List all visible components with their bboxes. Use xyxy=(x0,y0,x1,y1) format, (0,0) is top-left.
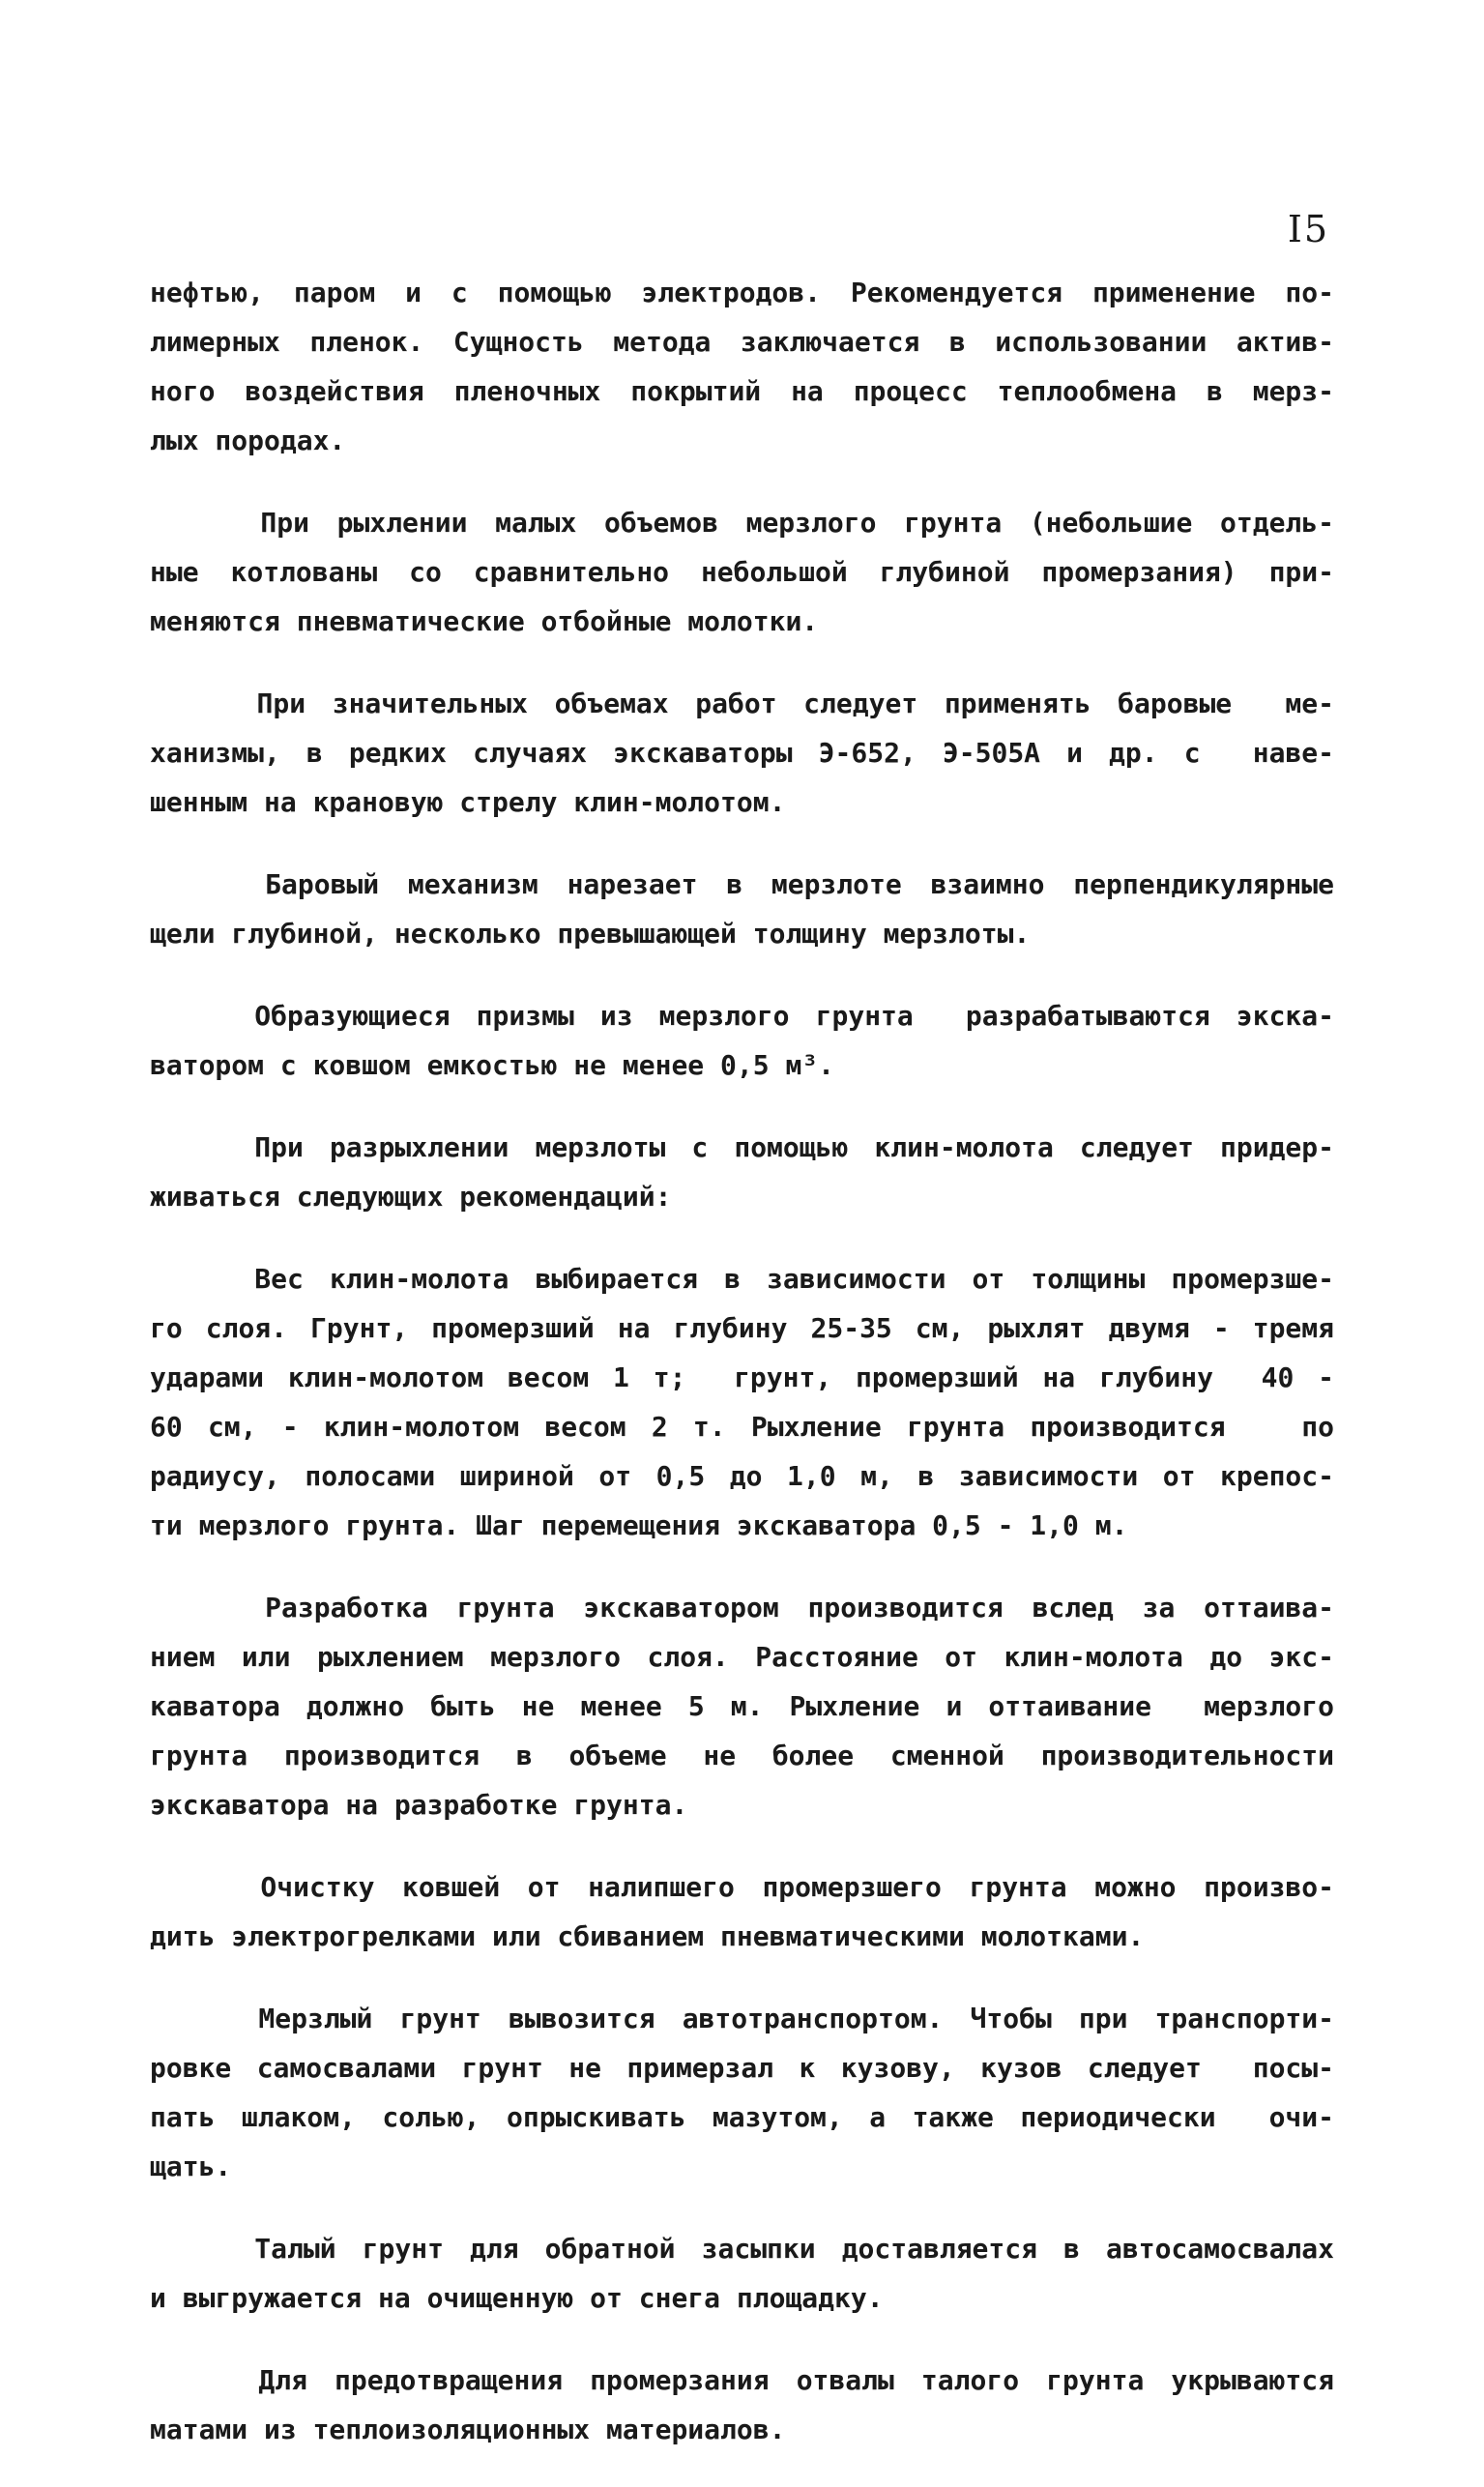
text-line: радиусу, полосами шириной от 0,5 до 1,0 м, в зависимости от крепос- xyxy=(150,1460,1334,1492)
paragraph xyxy=(150,1862,1334,1961)
text-line: Разработка грунта экскаватором производится вслед за оттаива- xyxy=(150,1592,1334,1624)
text-line: ровке самосвалами грунт не примерзал к кузову, кузов следует посы- xyxy=(150,2052,1334,2084)
paragraph xyxy=(150,1994,1334,2191)
text-line: Образующиеся призмы из мерзлого грунта разрабатываются экска- xyxy=(150,1000,1334,1032)
text-line: Очистку ковшей от налипшего промерзшего грунта можно произво- xyxy=(150,1871,1334,1903)
text-line: При рыхлении малых объемов мерзлого грунта (небольшие отдель- xyxy=(150,507,1334,539)
text-line: лимерных пленок. Сущность метода заключается в использовании актив- xyxy=(150,326,1334,358)
text-line: ханизмы, в редких случаях экскаваторы Э-652, Э-505А и др. с наве- xyxy=(150,737,1334,769)
text-line: щать. xyxy=(150,2151,232,2182)
paragraph xyxy=(150,1583,1334,1829)
text-line: грунта производится в объеме не более сменной производительности xyxy=(150,1740,1334,1771)
text-line: ного воздействия пленочных покрытий на процесс теплообмена в мерз- xyxy=(150,375,1334,407)
text-line: ти мерзлого грунта. Шаг перемещения экскаватора 0,5 - 1,0 м. xyxy=(150,1509,1128,1541)
text-line: каватора должно быть не менее 5 м. Рыхление и оттаивание мерзлого xyxy=(150,1690,1334,1722)
paragraph xyxy=(150,268,1334,465)
text-line: Талый грунт для обратной засыпки доставляется в автосамосвалах xyxy=(150,2233,1334,2265)
paragraph xyxy=(150,1123,1334,1221)
paragraph xyxy=(150,498,1334,646)
paragraph xyxy=(150,2224,1334,2323)
paragraph xyxy=(150,679,1334,827)
paragraph xyxy=(150,991,1334,1090)
text-line: го слоя. Грунт, промерзший на глубину 25-35 см, рыхлят двумя - тремя xyxy=(150,1312,1334,1344)
text-line: При значительных объемах работ следует применять баровые ме- xyxy=(150,688,1334,719)
text-line: меняются пневматические отбойные молотки. xyxy=(150,605,819,637)
text-line: пать шлаком, солью, опрыскивать мазутом, а также периодически очи- xyxy=(150,2101,1334,2133)
text-line: лых породах. xyxy=(150,424,346,456)
text-line: экскаватора на разработке грунта. xyxy=(150,1789,688,1821)
text-line: 60 см, - клин-молотом весом 2 т. Рыхление грунта производится по xyxy=(150,1411,1334,1443)
text-line: ударами клин-молотом весом 1 т; грунт, промерзший на глубину 40 - xyxy=(150,1361,1334,1393)
text-line: Баровый механизм нарезает в мерзлоте взаимно перпендикулярные xyxy=(150,868,1334,900)
text-line: Вес клин-молота выбирается в зависимости от толщины промерзше- xyxy=(150,1263,1334,1295)
text-line: матами из теплоизоляционных материалов. xyxy=(150,2414,786,2445)
text-line: и выгружается на очищенную от снега площадку. xyxy=(150,2282,884,2314)
text-line: ные котлованы со сравнительно небольшой глубиной промерзания) при- xyxy=(150,556,1334,588)
text-line: шенным на крановую стрелу клин-молотом. xyxy=(150,786,786,818)
text-line: живаться следующих рекомендаций: xyxy=(150,1181,672,1213)
text-line: При разрыхлении мерзлоты с помощью клин-молота следует придер- xyxy=(150,1131,1334,1163)
text-line: щели глубиной, несколько превышающей толщину мерзлоты. xyxy=(150,918,1031,950)
text-line: Для предотвращения промерзания отвалы талого грунта укрываются xyxy=(150,2364,1334,2396)
paragraph xyxy=(150,2355,1334,2454)
text-line: ватором с ковшом емкостью не менее 0,5 м³. xyxy=(150,1049,835,1081)
text-line: нефтью, паром и с помощью электродов. Рекомендуется применение по- xyxy=(150,277,1334,308)
page-number: I5 xyxy=(1287,208,1329,250)
text-line: Мерзлый грунт вывозится автотранспортом. Чтобы при транспорти- xyxy=(150,2003,1334,2034)
text-line: нием или рыхлением мерзлого слоя. Расстояние от клин-молота до экс- xyxy=(150,1641,1334,1673)
paragraph xyxy=(150,1254,1334,1550)
paragraph xyxy=(150,860,1334,958)
text-line: дить электрогрелками или сбиванием пневматическими молотками. xyxy=(150,1920,1145,1952)
document-body xyxy=(150,268,1334,2487)
